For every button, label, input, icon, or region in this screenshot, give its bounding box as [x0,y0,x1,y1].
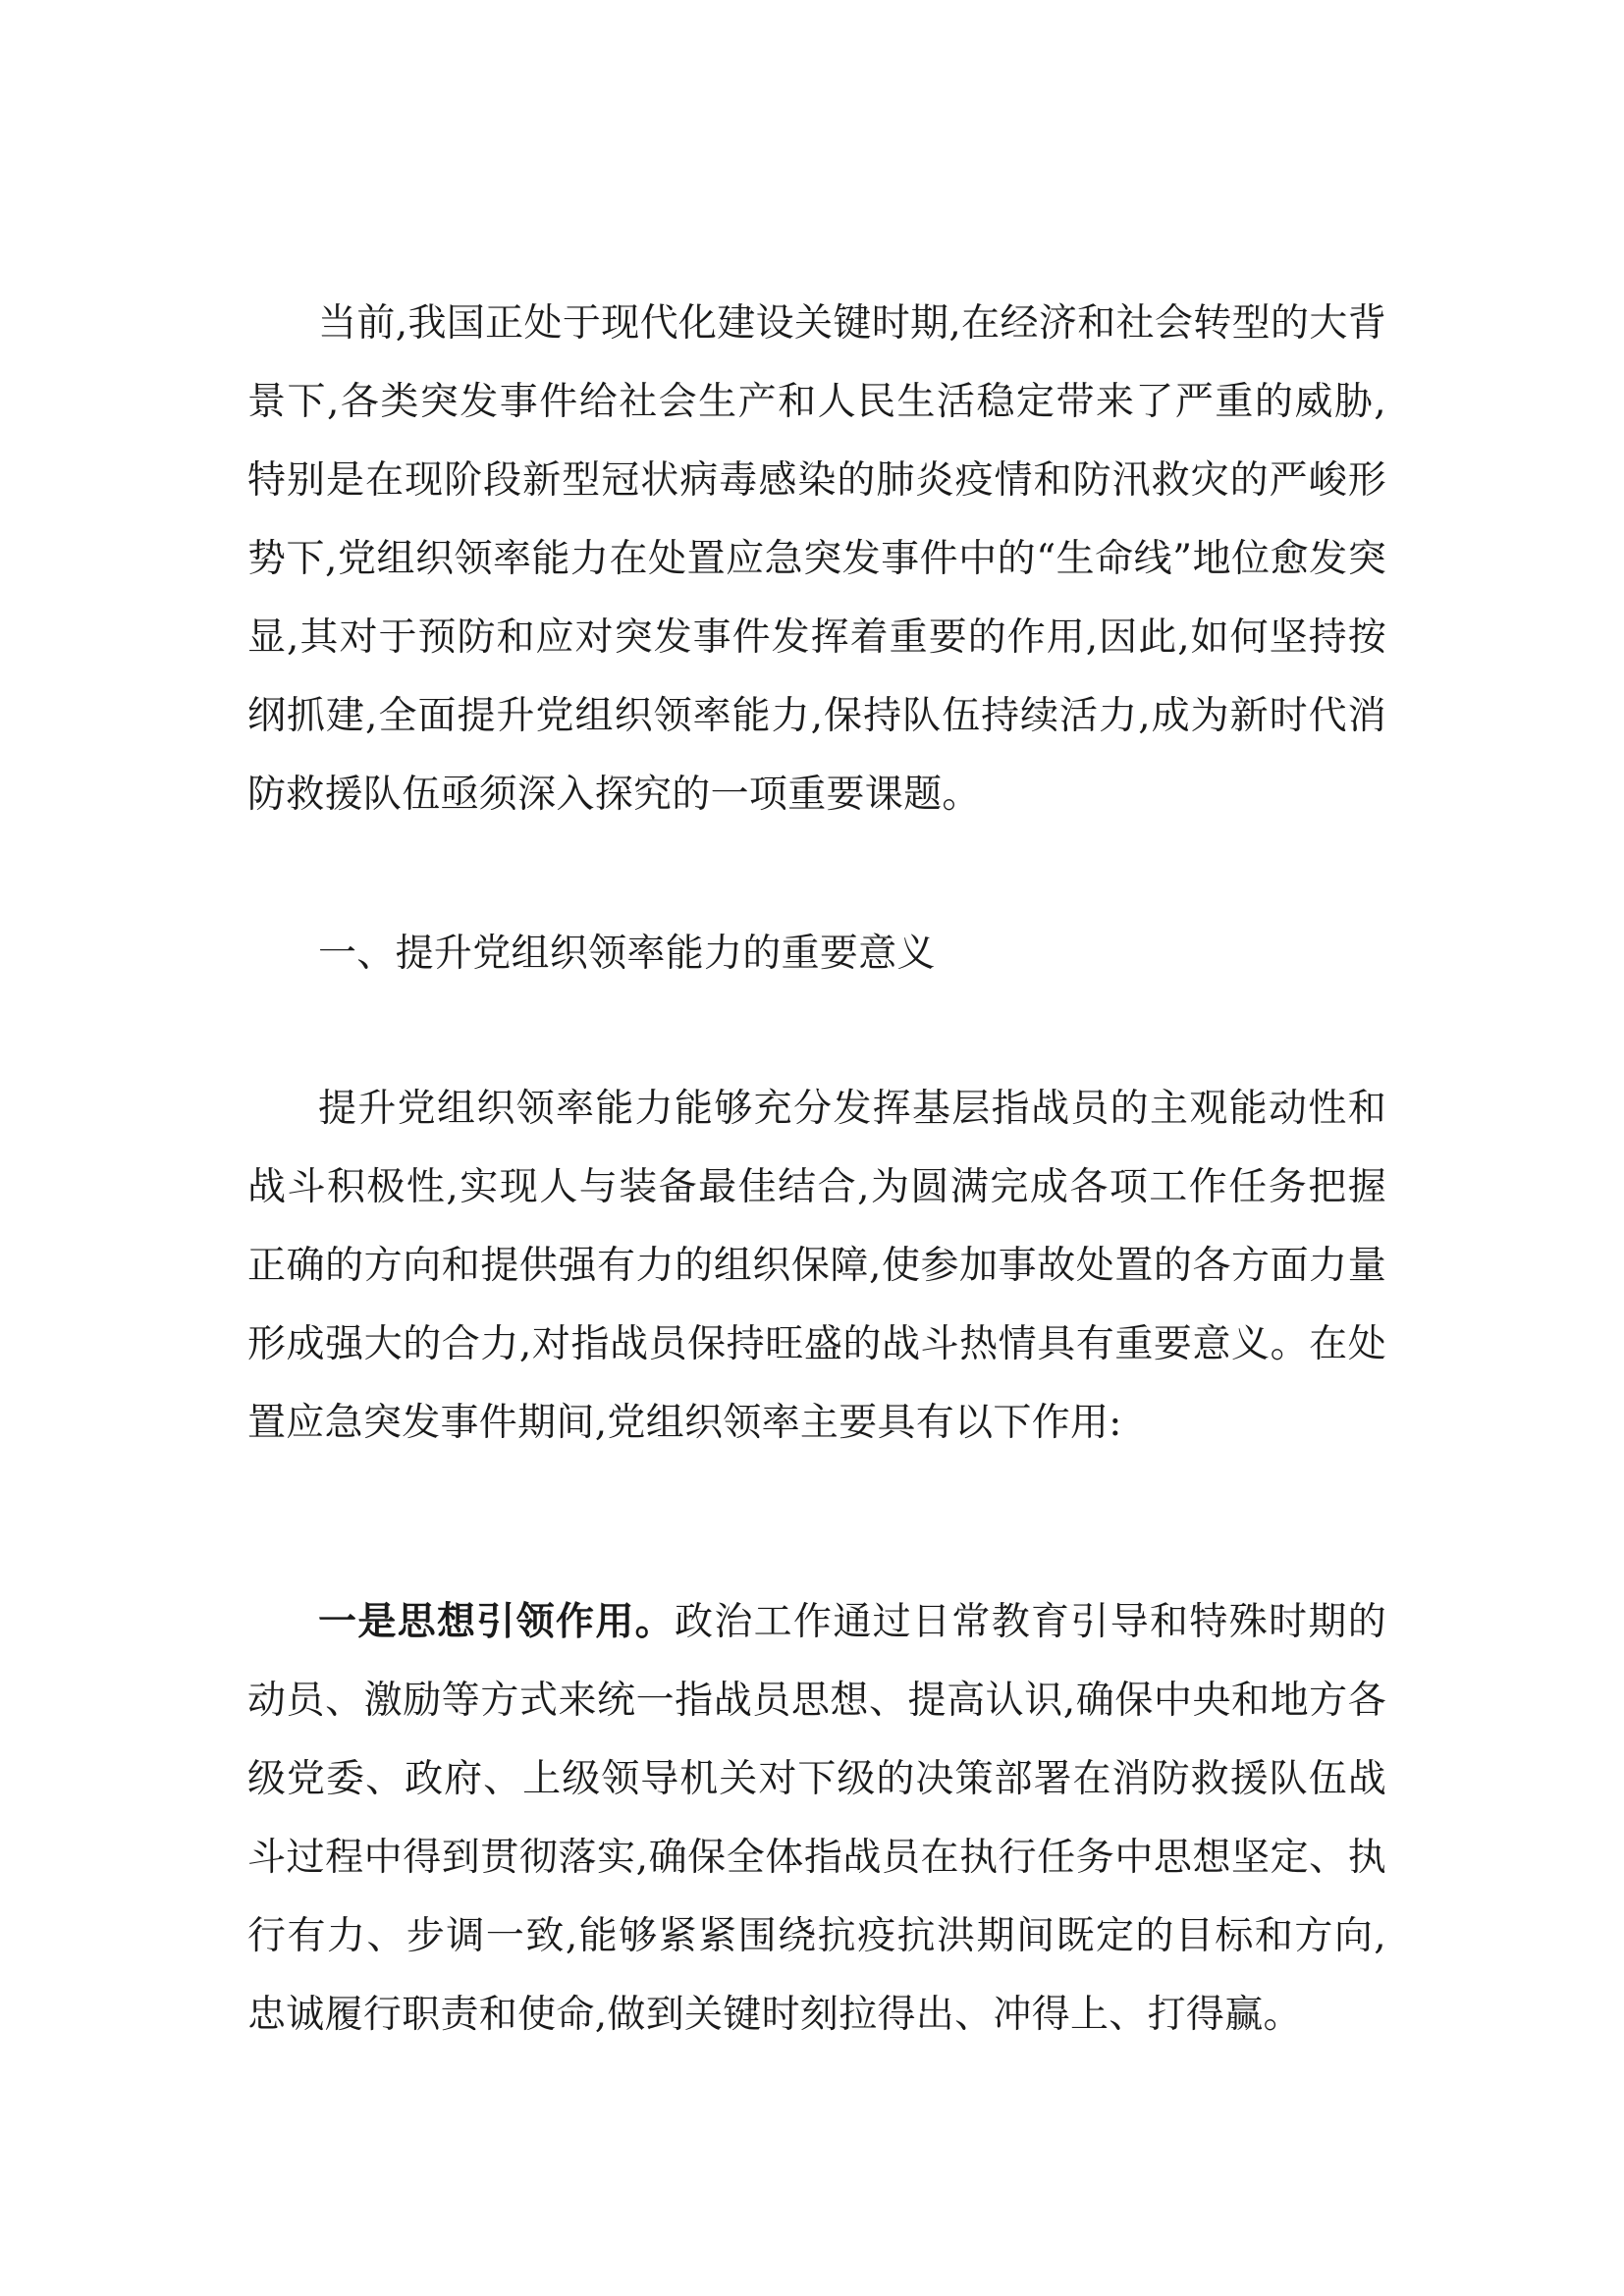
paragraph-body-text: 政治工作通过日常教育引导和特殊时期的动员、激励等方式来统一指战员思想、提高认识,确保中央和地方各级党委、政府、上级领导机关对下级的决策部署在消防救援队伍战斗过程中得到贯彻落实,确保全体指战员在执行任务中思想坚定、执行有力、步调一致,能够紧紧围绕抗疫抗洪期间既定的目标和方向,忠诚履行职责和使命,做到关键时刻拉得出、冲得上、打得赢。 [247,1600,1386,2037]
section-heading: 一、提升党组织领率能力的重要意义 [318,932,936,976]
significance-paragraph: 提升党组织领率能力能够充分发挥基层指战员的主观能动性和战斗积极性,实现人与装备最佳结合,为圆满完成各项工作任务把握正确的方向和提供强有力的组织保障,使参加事故处置的各方面力量形成强大的合力,对指战员保持旺盛的战斗热情具有重要意义。在处置应急突发事件期间,党组织领率主要具有以下作用: [247,1087,1386,1445]
ideological-guidance-paragraph [247,1582,1386,2055]
paragraph-lead-phrase: 一是思想引领作用。 [318,1599,676,1644]
intro-paragraph: 当前,我国正处于现代化建设关键时期,在经济和社会转型的大背景下,各类突发事件给社会生产和人民生活稳定带来了严重的威胁,特别是在现阶段新型冠状病毒感染的肺炎疫情和防汛救灾的严峻形势下,党组织领率能力在处置应急突发事件中的“生命线”地位愈发突显,其对于预防和应对突发事件发挥着重要的作用,因此,如何坚持按纲抓建,全面提升党组织领率能力,保持队伍持续活力,成为新时代消防救援队伍亟须深入探究的一项重要课题。 [247,301,1386,817]
